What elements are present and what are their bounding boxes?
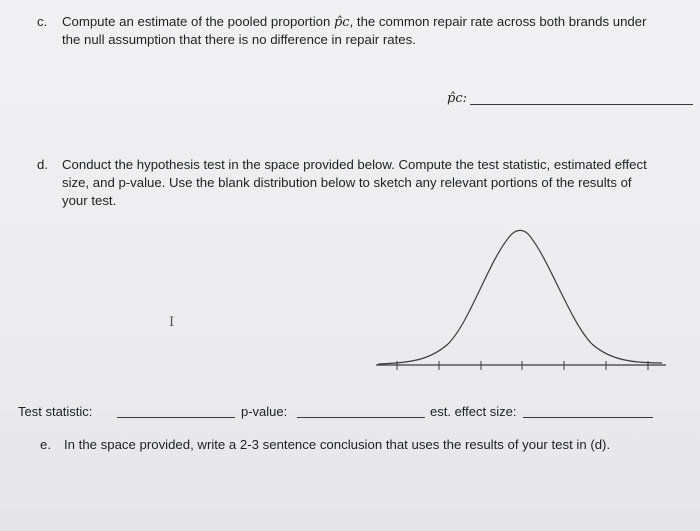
question-c-letter: c.	[37, 14, 48, 29]
pooled-proportion-answer-label: p̂c:	[447, 91, 467, 106]
question-d-line2: size, and p-value. Use the blank distribution below to sketch any relevant portions of the results of	[62, 175, 632, 190]
pooled-proportion-answer-blank[interactable]	[470, 104, 693, 105]
pooled-proportion-symbol: p̂c	[333, 15, 350, 30]
question-c-text-after: , the common repair rate across both brands under	[349, 14, 647, 29]
question-d-line3: your test.	[62, 193, 117, 208]
effect-size-label: est. effect size:	[430, 404, 517, 419]
question-c-line2: the null assumption that there is no difference in repair rates.	[62, 32, 416, 47]
question-e-letter: e.	[40, 437, 51, 452]
bell-curve	[378, 230, 662, 364]
text-cursor-icon: I	[169, 315, 175, 330]
p-value-blank[interactable]	[297, 417, 425, 418]
question-c-text-before: Compute an estimate of the pooled proportion	[62, 14, 334, 29]
p-value-label: p-value:	[241, 404, 288, 419]
test-statistic-blank[interactable]	[117, 417, 235, 418]
question-d-line1: Conduct the hypothesis test in the space provided below. Compute the test statistic, estimated effect	[62, 157, 647, 172]
effect-size-blank[interactable]	[523, 417, 653, 418]
question-d-letter: d.	[37, 157, 48, 172]
test-statistic-label: Test statistic:	[18, 404, 93, 419]
question-e-text: In the space provided, write a 2-3 sentence conclusion that uses the results of your test in (d).	[64, 437, 611, 452]
blank-distribution-sketch[interactable]	[370, 222, 670, 378]
question-c-line1	[62, 13, 646, 32]
